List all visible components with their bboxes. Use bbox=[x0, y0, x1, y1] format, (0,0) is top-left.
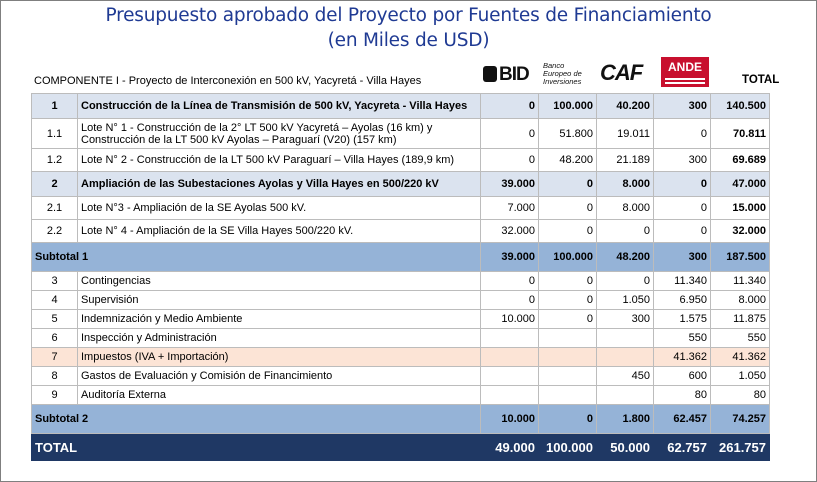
bei-value: 100.000 bbox=[539, 243, 597, 272]
bid-value: 0 bbox=[481, 94, 539, 119]
table-row bbox=[32, 94, 770, 119]
slide-subtitle: (en Miles de USD) bbox=[327, 30, 490, 51]
ande-value: 0 bbox=[654, 172, 711, 197]
total-value: 261.757 bbox=[711, 434, 770, 461]
ande-value: 62.457 bbox=[654, 405, 711, 434]
row-description: Indemnización y Medio Ambiente bbox=[78, 310, 481, 329]
total-value: 80 bbox=[711, 386, 770, 405]
bid-value: 39.000 bbox=[481, 172, 539, 197]
bei-logo bbox=[543, 62, 582, 86]
caf-logo: CAF bbox=[600, 60, 643, 85]
bei-value: 0 bbox=[539, 272, 597, 291]
ande-value: 300 bbox=[654, 94, 711, 119]
row-description: Lote N° 1 - Construcción de la 2° LT 500 kV Yacyretá – Ayolas (16 km) y Construcción de la LT 500 kV Ayolas – Paraguarí (V20) (157 km) bbox=[78, 119, 481, 149]
total-value: 41.362 bbox=[711, 348, 770, 367]
ande-value: 41.362 bbox=[654, 348, 711, 367]
caf-value: 8.000 bbox=[597, 197, 654, 220]
subtotal-label: Subtotal 2 bbox=[32, 405, 481, 434]
caf-value: 1.800 bbox=[597, 405, 654, 434]
ande-value: 11.340 bbox=[654, 272, 711, 291]
bid-value: 0 bbox=[481, 119, 539, 149]
ande-value: 1.575 bbox=[654, 310, 711, 329]
table-row bbox=[32, 172, 770, 197]
row-number: 3 bbox=[32, 272, 78, 291]
row-number: 2.2 bbox=[32, 220, 78, 243]
row-description: Lote N° 2 - Construcción de la LT 500 kV Paraguarí – Villa Hayes (189,9 km) bbox=[78, 149, 481, 172]
bid-value: 0 bbox=[481, 149, 539, 172]
grand-total-row bbox=[32, 434, 770, 461]
row-number: 9 bbox=[32, 386, 78, 405]
ande-stripe-icon bbox=[665, 78, 705, 80]
total-column-header: TOTAL bbox=[742, 74, 780, 86]
bei-value: 100.000 bbox=[539, 94, 597, 119]
bei-value: 0 bbox=[539, 172, 597, 197]
table-row bbox=[32, 197, 770, 220]
total-value: 69.689 bbox=[711, 149, 770, 172]
ande-value: 550 bbox=[654, 329, 711, 348]
total-value: 32.000 bbox=[711, 220, 770, 243]
total-value: 47.000 bbox=[711, 172, 770, 197]
row-description: Gastos de Evaluación y Comisión de Financimiento bbox=[78, 367, 481, 386]
row-description: Construcción de la Línea de Transmisión de 500 kV, Yacyreta - Villa Hayes bbox=[78, 94, 481, 119]
table-row bbox=[32, 329, 770, 348]
row-description: Lote N°3 - Ampliación de la SE Ayolas 500 kV. bbox=[78, 197, 481, 220]
ande-value: 300 bbox=[654, 243, 711, 272]
bei-logo-line3: Inversiones bbox=[543, 77, 582, 86]
caf-value bbox=[597, 348, 654, 367]
row-number: 6 bbox=[32, 329, 78, 348]
bid-value: 0 bbox=[481, 272, 539, 291]
caf-value: 48.200 bbox=[597, 243, 654, 272]
ande-value: 0 bbox=[654, 119, 711, 149]
caf-value: 21.189 bbox=[597, 149, 654, 172]
bid-logo bbox=[483, 64, 529, 86]
bid-value: 32.000 bbox=[481, 220, 539, 243]
table-row bbox=[32, 149, 770, 172]
total-value: 187.500 bbox=[711, 243, 770, 272]
table-row bbox=[32, 367, 770, 386]
ande-logo-text: ANDE bbox=[667, 60, 702, 74]
bei-value bbox=[539, 329, 597, 348]
total-value: 70.811 bbox=[711, 119, 770, 149]
ande-value: 62.757 bbox=[654, 434, 711, 461]
bei-value bbox=[539, 386, 597, 405]
caf-value: 40.200 bbox=[597, 94, 654, 119]
bei-value: 0 bbox=[539, 220, 597, 243]
caf-value bbox=[597, 386, 654, 405]
row-number: 1.1 bbox=[32, 119, 78, 149]
table-row bbox=[32, 220, 770, 243]
row-number: 5 bbox=[32, 310, 78, 329]
ande-stripe-icon bbox=[665, 82, 705, 84]
bei-value: 51.800 bbox=[539, 119, 597, 149]
table-row bbox=[32, 310, 770, 329]
bid-logo-text: BID bbox=[499, 64, 529, 85]
bid-seal-icon bbox=[483, 66, 497, 82]
total-value: 74.257 bbox=[711, 405, 770, 434]
bid-value: 49.000 bbox=[481, 434, 539, 461]
bid-value: 7.000 bbox=[481, 197, 539, 220]
table-row bbox=[32, 386, 770, 405]
caf-value bbox=[597, 329, 654, 348]
total-value: 550 bbox=[711, 329, 770, 348]
bei-value bbox=[539, 367, 597, 386]
row-number: 1.2 bbox=[32, 149, 78, 172]
bid-value bbox=[481, 329, 539, 348]
table-row bbox=[32, 272, 770, 291]
row-description: Impuestos (IVA + Importación) bbox=[78, 348, 481, 367]
bei-value: 100.000 bbox=[539, 434, 597, 461]
bid-value: 39.000 bbox=[481, 243, 539, 272]
bid-value: 10.000 bbox=[481, 310, 539, 329]
subtotal-row bbox=[32, 243, 770, 272]
bei-value: 0 bbox=[539, 291, 597, 310]
ande-value: 6.950 bbox=[654, 291, 711, 310]
ande-value: 0 bbox=[654, 220, 711, 243]
total-value: 11.340 bbox=[711, 272, 770, 291]
total-value: 15.000 bbox=[711, 197, 770, 220]
ande-logo bbox=[661, 57, 709, 87]
bei-value: 48.200 bbox=[539, 149, 597, 172]
bid-value: 0 bbox=[481, 291, 539, 310]
row-number: 2.1 bbox=[32, 197, 78, 220]
total-value: 8.000 bbox=[711, 291, 770, 310]
bid-value: 10.000 bbox=[481, 405, 539, 434]
caf-value: 8.000 bbox=[597, 172, 654, 197]
row-number: 7 bbox=[32, 348, 78, 367]
ande-value: 600 bbox=[654, 367, 711, 386]
component-label: COMPONENTE I - Proyecto de Interconexión en 500 kV, Yacyretá - Villa Hayes bbox=[34, 75, 422, 87]
caf-value: 300 bbox=[597, 310, 654, 329]
slide-title: Presupuesto aprobado del Proyecto por Fuentes de Financiamiento bbox=[105, 5, 712, 26]
bid-value bbox=[481, 367, 539, 386]
grand-total-label: TOTAL bbox=[32, 434, 481, 461]
budget-table bbox=[31, 93, 770, 461]
bei-logo-line2: Europeo de bbox=[543, 69, 582, 78]
bei-value: 0 bbox=[539, 405, 597, 434]
total-value: 11.875 bbox=[711, 310, 770, 329]
ande-value: 0 bbox=[654, 197, 711, 220]
total-value: 140.500 bbox=[711, 94, 770, 119]
caf-value: 1.050 bbox=[597, 291, 654, 310]
subtotal-row bbox=[32, 405, 770, 434]
row-description: Lote N° 4 - Ampliación de la SE Villa Hayes 500/220 kV. bbox=[78, 220, 481, 243]
caf-value: 0 bbox=[597, 272, 654, 291]
caf-value: 450 bbox=[597, 367, 654, 386]
bid-value bbox=[481, 348, 539, 367]
ande-value: 80 bbox=[654, 386, 711, 405]
caf-value: 0 bbox=[597, 220, 654, 243]
table-row bbox=[32, 119, 770, 149]
row-description: Supervisión bbox=[78, 291, 481, 310]
bid-value bbox=[481, 386, 539, 405]
row-number: 4 bbox=[32, 291, 78, 310]
row-description: Auditoría Externa bbox=[78, 386, 481, 405]
table-row-highlighted bbox=[32, 348, 770, 367]
ande-value: 300 bbox=[654, 149, 711, 172]
caf-value: 19.011 bbox=[597, 119, 654, 149]
subtotal-label: Subtotal 1 bbox=[32, 243, 481, 272]
bei-value: 0 bbox=[539, 197, 597, 220]
bei-value bbox=[539, 348, 597, 367]
bei-value: 0 bbox=[539, 310, 597, 329]
row-description: Inspección y Administración bbox=[78, 329, 481, 348]
row-number: 2 bbox=[32, 172, 78, 197]
caf-value: 50.000 bbox=[597, 434, 654, 461]
row-description: Contingencias bbox=[78, 272, 481, 291]
table-row bbox=[32, 291, 770, 310]
total-value: 1.050 bbox=[711, 367, 770, 386]
row-number: 1 bbox=[32, 94, 78, 119]
row-description: Ampliación de las Subestaciones Ayolas y Villa Hayes en 500/220 kV bbox=[78, 172, 481, 197]
row-number: 8 bbox=[32, 367, 78, 386]
bei-logo-line1: Banco bbox=[543, 61, 565, 70]
